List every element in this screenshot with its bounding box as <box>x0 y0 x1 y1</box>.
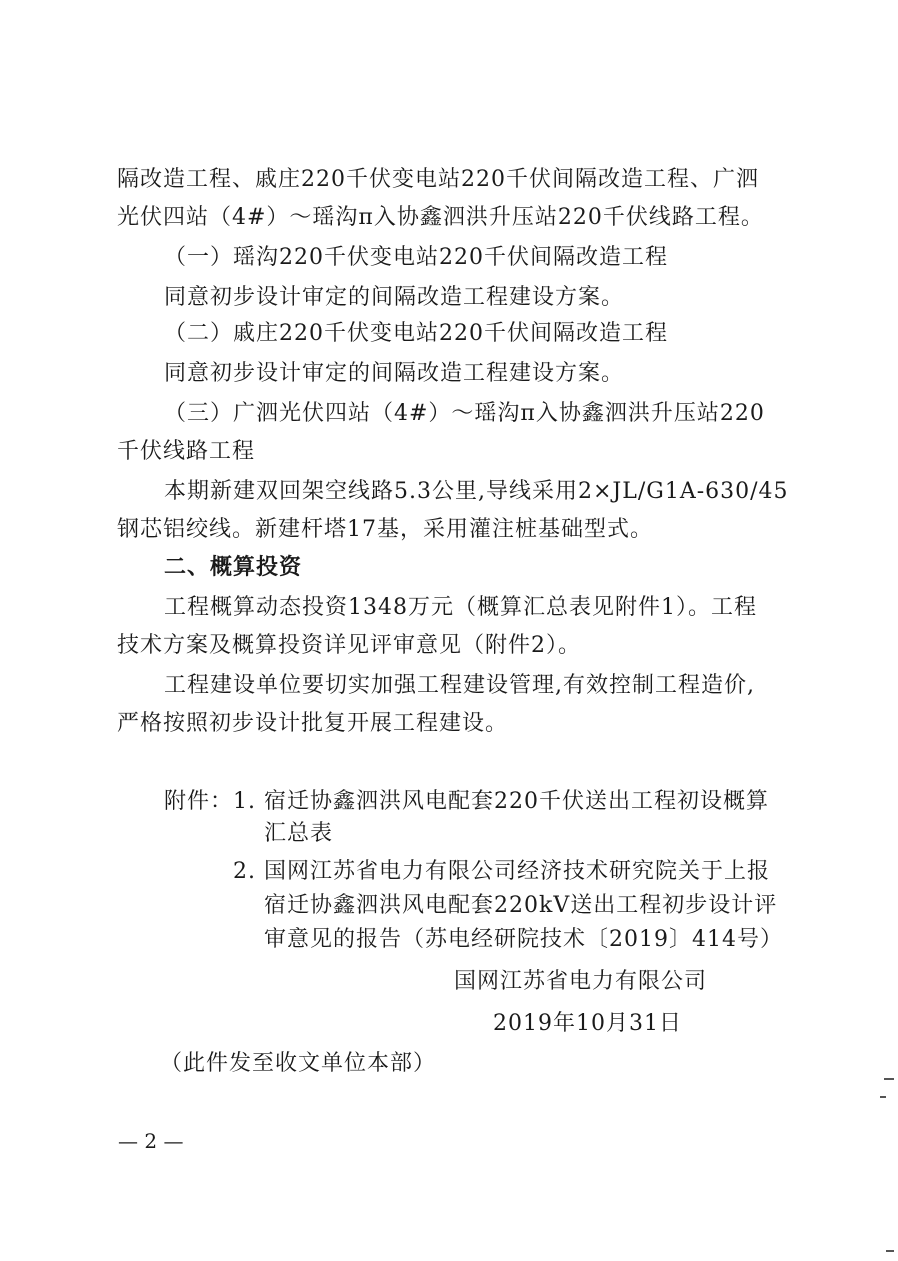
attachment-2-number: 2. <box>233 859 256 884</box>
management-text-line-1: 工程建设单位要切实加强工程建设管理,有效控制工程造价, <box>164 673 755 698</box>
investment-text-line-2: 技术方案及概算投资详见评审意见（附件2）。 <box>117 633 581 658</box>
attachment-2-line-3: 审意见的报告（苏电经研院技术〔2019〕414号） <box>264 927 783 952</box>
issuing-organization: 国网江苏省电力有限公司 <box>454 969 708 994</box>
investment-text-line-1: 工程概算动态投资1348万元（概算汇总表见附件1）。工程 <box>164 595 757 620</box>
attachment-2-line-2: 宿迁协鑫泗洪风电配套220kV送出工程初步设计评 <box>264 893 778 918</box>
attachment-2-line-1: 国网江苏省电力有限公司经济技术研究院关于上报 <box>264 859 771 884</box>
section-two-title: （二）戚庄220千伏变电站220千伏间隔改造工程 <box>164 321 668 346</box>
page-number: — 2 — <box>118 1129 184 1153</box>
section-three-text-line-1: 本期新建双回架空线路5.3公里,导线采用2×JL/G1A-630/45 <box>164 479 789 504</box>
management-text-line-2: 严格按照初步设计批复开展工程建设。 <box>117 711 509 736</box>
section-one-text: 同意初步设计审定的间隔改造工程建设方案。 <box>164 285 625 310</box>
issue-date: 2019年10月31日 <box>493 1011 682 1036</box>
distribution-note: （此件发至收文单位本部） <box>160 1051 437 1076</box>
section-three-title-line-1: （三）广泗光伏四站（4#）～瑶沟π入协鑫泗洪升压站220 <box>164 401 765 426</box>
attachments-label: 附件： <box>164 789 234 814</box>
investment-heading: 二、概算投资 <box>164 555 303 580</box>
scan-mark-3 <box>886 1250 894 1252</box>
section-one-title: （一）瑶沟220千伏变电站220千伏间隔改造工程 <box>164 245 668 270</box>
section-two-text: 同意初步设计审定的间隔改造工程建设方案。 <box>164 361 625 386</box>
section-three-title-line-2: 千伏线路工程 <box>117 439 256 464</box>
scan-mark-2 <box>880 1096 886 1098</box>
body-line-1: 隔改造工程、戚庄220千伏变电站220千伏间隔改造工程、广泗 <box>117 167 759 192</box>
section-three-text-line-2: 钢芯铝绞线。新建杆塔17基，采用灌注桩基础型式。 <box>117 517 653 542</box>
attachment-1-number: 1. <box>233 789 256 814</box>
scan-mark-1 <box>884 1078 894 1080</box>
attachment-1-line-1: 宿迁协鑫泗洪风电配套220千伏送出工程初设概算 <box>264 789 769 814</box>
attachment-1-line-2: 汇总表 <box>264 821 334 846</box>
body-line-2: 光伏四站（4#）～瑶沟π入协鑫泗洪升压站220千伏线路工程。 <box>117 205 764 230</box>
